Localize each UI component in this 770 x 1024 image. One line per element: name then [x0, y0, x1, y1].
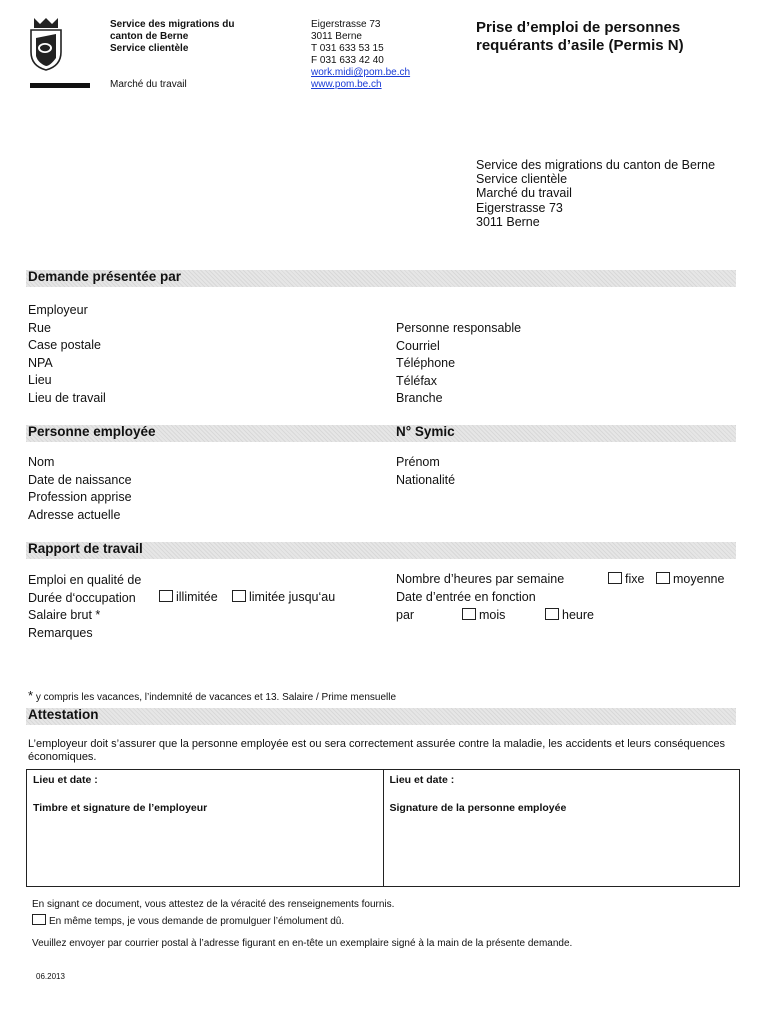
section-title-rapport: Rapport de travail: [28, 541, 143, 556]
address-fax: F 031 633 42 40: [311, 55, 384, 66]
section-title-demande: Demande présentée par: [28, 269, 182, 284]
label-moyenne: moyenne: [673, 572, 725, 586]
address-phone: T 031 633 53 15: [311, 43, 384, 54]
checkbox-illimitee[interactable]: [159, 590, 173, 602]
attestation-text: L’employeur doit s’assurer que la personne employée est ou sera correctement assurée contre la maladie, les accidents et leurs conséquences économiques.: [28, 738, 726, 763]
rapport-left-fields: [28, 572, 141, 642]
org-name-line3: Service clientèle: [110, 43, 189, 54]
recipient-line4: Eigerstrasse 73: [476, 200, 563, 215]
footer-line1: En signant ce document, vous attestez de la véracité des renseignements fournis.: [32, 899, 395, 910]
label-fixe: fixe: [625, 572, 645, 586]
signature-label-employer: Timbre et signature de l’employeur: [33, 802, 208, 814]
checkbox-moyenne[interactable]: [656, 572, 670, 584]
demande-right-fields: [396, 320, 521, 408]
footer-line3: Veuillez envoyer par courrier postal à l’adresse figurant en en-tête un exemplaire signé à la main de la présente demande.: [32, 938, 573, 949]
field-label-telefax: Téléfax: [396, 373, 437, 388]
signature-table: [26, 769, 740, 887]
field-label-npa: NPA: [28, 355, 53, 370]
address-city: 3011 Berne: [311, 31, 362, 42]
checkbox-heure[interactable]: [545, 608, 559, 620]
section-title-personne: Personne employée: [28, 424, 156, 439]
field-label-rue: Rue: [28, 320, 51, 335]
label-limitee: limitée jusqu‘au: [249, 590, 336, 604]
field-label-salaire: Salaire brut *: [28, 608, 101, 623]
address-block: [311, 19, 410, 91]
field-label-date-entree: Date d’entrée en fonction: [396, 590, 536, 604]
lieu-date-employee: Lieu et date :: [389, 774, 455, 786]
option-moyenne[interactable]: [656, 572, 724, 586]
field-label-heures: Nombre d’heures par semaine: [396, 572, 565, 586]
option-fixe[interactable]: [608, 572, 644, 586]
field-label-par: par: [396, 608, 415, 622]
field-label-lieu: Lieu: [28, 373, 52, 388]
signature-label-employee: Signature de la personne employée: [389, 802, 567, 814]
field-label-remarques: Remarques: [28, 625, 93, 640]
symic-label: N° Symic: [396, 424, 455, 439]
field-label-employeur: Employeur: [28, 303, 88, 317]
field-label-case-postale: Case postale: [28, 338, 101, 353]
label-mois: mois: [479, 608, 506, 622]
section-title-attestation: Attestation: [28, 707, 99, 722]
field-label-profession: Profession apprise: [28, 490, 132, 505]
signature-cell-employer[interactable]: [27, 770, 384, 887]
personne-right-fields: [396, 454, 455, 489]
bern-coat-of-arms-logo: [28, 16, 64, 72]
option-mois[interactable]: [462, 608, 505, 622]
field-label-personne-responsable: Personne responsable: [396, 321, 522, 335]
department-label: Marché du travail: [110, 79, 187, 90]
field-label-prenom: Prénom: [396, 455, 440, 469]
checkbox-limitee[interactable]: [232, 590, 246, 602]
option-limitee[interactable]: [232, 590, 335, 604]
field-label-branche: Branche: [396, 391, 443, 406]
label-heure: heure: [562, 608, 594, 622]
checkbox-fixe[interactable]: [608, 572, 622, 584]
lieu-date-employer: Lieu et date :: [33, 774, 98, 786]
org-block: [110, 19, 235, 55]
field-label-lieu-de-travail: Lieu de travail: [28, 390, 106, 405]
recipient-line3: Marché du travail: [476, 186, 572, 201]
label-illimitee: illimitée: [176, 590, 218, 604]
recipient-line1: Service des migrations du canton de Berne: [476, 158, 716, 172]
field-label-courriel: Courriel: [396, 338, 440, 353]
field-label-nationalite: Nationalité: [396, 472, 456, 487]
website-link[interactable]: www.pom.be.ch: [311, 79, 382, 90]
document-title: [476, 19, 684, 55]
field-label-date-naissance: Date de naissance: [28, 472, 132, 487]
section-header-demande: [26, 270, 736, 287]
checkbox-emolument[interactable]: [32, 914, 46, 925]
field-label-telephone: Téléphone: [396, 356, 456, 371]
header-rule: [30, 83, 90, 88]
signature-cell-employee[interactable]: [383, 770, 740, 887]
field-label-duree: Durée d‘occupation: [28, 590, 136, 605]
title-line2: requérants d’asile (Permis N): [476, 37, 684, 54]
option-illimitee[interactable]: [159, 590, 218, 604]
recipient-line2: Service clientèle: [476, 172, 568, 187]
checkbox-mois[interactable]: [462, 608, 476, 620]
address-street: Eigerstrasse 73: [311, 19, 381, 30]
title-line1: Prise d’emploi de personnes: [476, 19, 681, 36]
option-heure[interactable]: [545, 608, 594, 622]
demande-left-fields: [28, 302, 106, 408]
org-name-line1: Service des migrations du: [110, 19, 235, 30]
field-label-emploi: Emploi en qualité de: [28, 573, 142, 587]
field-label-adresse-actuelle: Adresse actuelle: [28, 507, 121, 522]
org-name-line2: canton de Berne: [110, 31, 189, 42]
field-label-nom: Nom: [28, 455, 55, 469]
footnote: [28, 688, 396, 703]
recipient-line5: 3011 Berne: [476, 214, 540, 229]
footnote-star: *: [28, 688, 34, 703]
personne-left-fields: [28, 454, 132, 524]
recipient-address: [476, 158, 715, 229]
section-header-personne: [26, 425, 736, 442]
footer-line2: En même temps, je vous demande de promulguer l’émolument dû.: [49, 916, 345, 927]
footer-emolument-option[interactable]: [32, 914, 344, 927]
section-header-attestation: [26, 708, 736, 725]
section-header-rapport: [26, 542, 736, 559]
footnote-text: y compris les vacances, l’indemnité de vacances et 13. Salaire / Prime mensuelle: [35, 692, 397, 703]
email-link[interactable]: work.midi@pom.be.ch: [311, 67, 411, 78]
version-label: 06.2013: [36, 972, 65, 981]
